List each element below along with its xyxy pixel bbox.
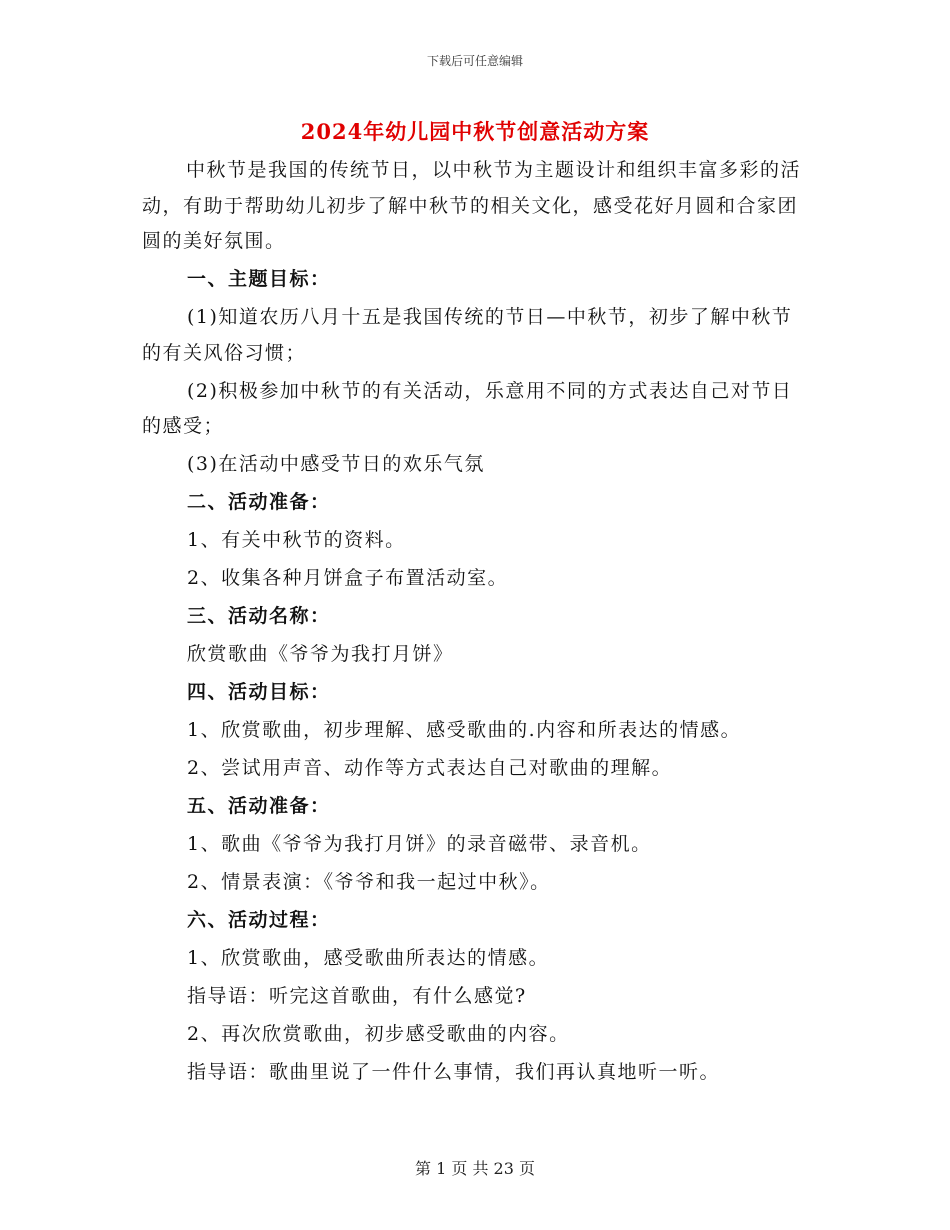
- goal-item: (1)知道农历八月十五是我国传统的节日—中秋节，初步了解中秋节的有关风俗习惯；: [142, 306, 793, 364]
- document-title: 2024年幼儿园中秋节创意活动方案: [300, 119, 650, 144]
- list-item: 指导语：听完这首歌曲，有什么感觉?: [187, 985, 527, 1007]
- list-item: 1、欣赏歌曲，感受歌曲所表达的情感。: [187, 947, 550, 969]
- list-item: 1、有关中秋节的资料。: [187, 529, 406, 551]
- list-item: 指导语：歌曲里说了一件什么事情，我们再认真地听一听。: [187, 1061, 721, 1083]
- list-item: 1、欣赏歌曲，初步理解、感受歌曲的.内容和所表达的情感。: [187, 719, 742, 741]
- goal-item: (3)在活动中感受节日的欢乐气氛: [187, 453, 485, 475]
- list-item: 2、再次欣赏歌曲，初步感受歌曲的内容。: [187, 1023, 570, 1045]
- document-body: [142, 153, 810, 1093]
- section-heading: 一、主题目标：: [187, 268, 331, 290]
- section-heading: 四、活动目标：: [187, 681, 331, 703]
- section-heading: 二、活动准备：: [187, 491, 331, 513]
- list-item: 2、尝试用声音、动作等方式表达自己对歌曲的理解。: [187, 757, 673, 779]
- list-item: 1、歌曲《爷爷为我打月饼》的录音磁带、录音机。: [187, 833, 652, 855]
- goal-item: (2)积极参加中秋节的有关活动，乐意用不同的方式表达自己对节日的感受；: [142, 379, 793, 437]
- page-number: 第 1 页 共 23 页: [415, 1159, 535, 1178]
- list-item: 2、情景表演：《爷爷和我一起过中秋》。: [187, 871, 551, 893]
- intro-paragraph: 中秋节是我国的传统节日，以中秋节为主题设计和组织丰富多彩的活动，有助于帮助幼儿初步了解中秋节的相关文化，感受花好月圆和合家团圆的美好氛围。: [142, 159, 802, 252]
- section-heading: 三、活动名称：: [187, 605, 331, 627]
- section-heading: 五、活动准备：: [187, 795, 331, 817]
- list-item: 欣赏歌曲《爷爷为我打月饼》: [187, 643, 454, 665]
- list-item: 2、收集各种月饼盒子布置活动室。: [187, 567, 509, 589]
- section-heading: 六、活动过程：: [187, 909, 331, 931]
- page-header-note: 下载后可任意编辑: [426, 54, 523, 68]
